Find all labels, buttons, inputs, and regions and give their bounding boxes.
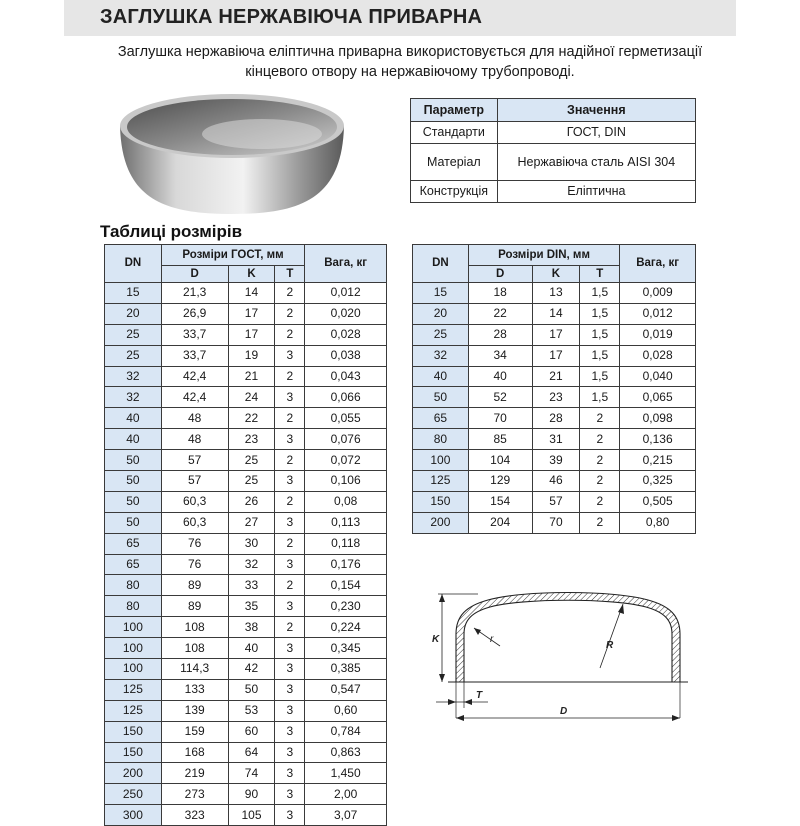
gost-t-cell: 3 — [275, 429, 305, 450]
page-title: ЗАГЛУШКА НЕРЖАВІЮЧА ПРИВАРНА — [100, 6, 483, 28]
gost-d-cell: 42,4 — [161, 387, 228, 408]
param-value: Еліптична — [497, 181, 695, 203]
gost-d-cell: 219 — [161, 763, 228, 784]
gost-d-cell: 21,3 — [161, 283, 228, 304]
gost-d-cell: 133 — [161, 679, 228, 700]
gost-dn-cell: 25 — [105, 345, 162, 366]
table-row — [105, 554, 387, 575]
gost-weight-cell: 0,154 — [305, 575, 387, 596]
gost-k-cell: 64 — [228, 742, 275, 763]
table-row — [413, 283, 696, 304]
gost-t-cell: 3 — [275, 512, 305, 533]
gost-dn-cell: 250 — [105, 784, 162, 805]
table-row — [105, 575, 387, 596]
gost-d-cell: 76 — [161, 554, 228, 575]
table-row — [105, 471, 387, 492]
gost-t-cell: 2 — [275, 617, 305, 638]
gost-dn-cell: 40 — [105, 408, 162, 429]
param-value: ГОСТ, DIN — [497, 122, 695, 144]
gost-header-k: K — [228, 266, 275, 283]
gost-t-cell: 3 — [275, 659, 305, 680]
table-row — [105, 408, 387, 429]
gost-weight-cell: 0,106 — [305, 471, 387, 492]
gost-d-cell: 89 — [161, 596, 228, 617]
gost-header-group: Розміри ГОСТ, мм — [161, 245, 304, 266]
din-weight-cell: 0,028 — [620, 345, 696, 366]
param-header-value: Значення — [497, 99, 695, 122]
din-k-cell: 57 — [532, 491, 580, 512]
gost-k-cell: 32 — [228, 554, 275, 575]
table-row — [413, 345, 696, 366]
gost-k-cell: 21 — [228, 366, 275, 387]
gost-t-cell: 2 — [275, 324, 305, 345]
din-header-group: Розміри DIN, мм — [468, 245, 619, 266]
din-dn-cell: 32 — [413, 345, 469, 366]
gost-dn-cell: 65 — [105, 554, 162, 575]
din-dn-cell: 65 — [413, 408, 469, 429]
gost-dn-cell: 100 — [105, 617, 162, 638]
table-row — [105, 596, 387, 617]
gost-k-cell: 24 — [228, 387, 275, 408]
gost-d-cell: 57 — [161, 450, 228, 471]
table-row — [105, 366, 387, 387]
gost-k-cell: 14 — [228, 283, 275, 304]
table-row — [105, 763, 387, 784]
din-header-weight: Вага, кг — [620, 245, 696, 283]
din-header-d: D — [468, 266, 532, 283]
gost-t-cell: 2 — [275, 533, 305, 554]
table-row — [105, 721, 387, 742]
din-k-cell: 70 — [532, 512, 580, 533]
gost-k-cell: 27 — [228, 512, 275, 533]
gost-dn-cell: 125 — [105, 700, 162, 721]
din-weight-cell: 0,80 — [620, 512, 696, 533]
product-photo — [112, 88, 352, 218]
din-k-cell: 14 — [532, 303, 580, 324]
gost-d-cell: 139 — [161, 700, 228, 721]
gost-k-cell: 25 — [228, 450, 275, 471]
gost-weight-cell: 0,547 — [305, 679, 387, 700]
gost-dn-cell: 200 — [105, 763, 162, 784]
gost-dn-cell: 100 — [105, 659, 162, 680]
din-t-cell: 2 — [580, 429, 620, 450]
din-d-cell: 204 — [468, 512, 532, 533]
table-row — [105, 387, 387, 408]
din-d-cell: 34 — [468, 345, 532, 366]
din-dn-cell: 100 — [413, 450, 469, 471]
gost-weight-cell: 0,784 — [305, 721, 387, 742]
gost-k-cell: 23 — [228, 429, 275, 450]
din-k-cell: 17 — [532, 345, 580, 366]
din-t-cell: 2 — [580, 512, 620, 533]
table-row — [413, 491, 696, 512]
label-r-small: r — [490, 634, 494, 645]
din-t-cell: 2 — [580, 491, 620, 512]
din-header-k: K — [532, 266, 580, 283]
gost-d-cell: 273 — [161, 784, 228, 805]
gost-k-cell: 60 — [228, 721, 275, 742]
din-dn-cell: 15 — [413, 283, 469, 304]
gost-weight-cell: 0,224 — [305, 617, 387, 638]
parameters-table — [410, 98, 696, 203]
gost-dn-cell: 32 — [105, 387, 162, 408]
din-weight-cell: 0,009 — [620, 283, 696, 304]
param-name: Стандарти — [411, 122, 498, 144]
gost-d-cell: 26,9 — [161, 303, 228, 324]
gost-d-cell: 60,3 — [161, 491, 228, 512]
product-description: Заглушка нержавіюча еліптична приварна використовується для надійної герметизації кінцевого отвору на нержавіючому трубопроводі. — [117, 44, 703, 80]
param-header-name: Параметр — [411, 99, 498, 122]
gost-t-cell: 3 — [275, 471, 305, 492]
gost-dn-cell: 125 — [105, 679, 162, 700]
table-row — [413, 429, 696, 450]
din-header-dn: DN — [413, 245, 469, 283]
gost-header-dn: DN — [105, 245, 162, 283]
table-row — [413, 450, 696, 471]
gost-k-cell: 25 — [228, 471, 275, 492]
gost-d-cell: 108 — [161, 617, 228, 638]
din-dn-cell: 50 — [413, 387, 469, 408]
gost-k-cell: 105 — [228, 805, 275, 826]
gost-dn-cell: 65 — [105, 533, 162, 554]
din-k-cell: 31 — [532, 429, 580, 450]
gost-k-cell: 17 — [228, 303, 275, 324]
gost-d-cell: 33,7 — [161, 345, 228, 366]
gost-t-cell: 3 — [275, 554, 305, 575]
din-weight-cell: 0,019 — [620, 324, 696, 345]
gost-dn-cell: 50 — [105, 512, 162, 533]
gost-weight-cell: 0,863 — [305, 742, 387, 763]
din-d-cell: 22 — [468, 303, 532, 324]
label-r-big: R — [606, 640, 614, 651]
din-t-cell: 1,5 — [580, 324, 620, 345]
table-row — [413, 366, 696, 387]
gost-weight-cell: 0,043 — [305, 366, 387, 387]
din-header-t: T — [580, 266, 620, 283]
table-row — [105, 700, 387, 721]
gost-weight-cell: 0,038 — [305, 345, 387, 366]
table-row — [105, 659, 387, 680]
table-row — [105, 283, 387, 304]
din-dn-cell: 20 — [413, 303, 469, 324]
din-t-cell: 1,5 — [580, 283, 620, 304]
gost-k-cell: 33 — [228, 575, 275, 596]
gost-t-cell: 3 — [275, 596, 305, 617]
din-k-cell: 17 — [532, 324, 580, 345]
gost-d-cell: 89 — [161, 575, 228, 596]
table-row — [411, 181, 696, 203]
label-d: D — [560, 706, 568, 717]
din-table-body — [413, 283, 696, 534]
gost-d-cell: 108 — [161, 638, 228, 659]
gost-k-cell: 53 — [228, 700, 275, 721]
gost-k-cell: 40 — [228, 638, 275, 659]
gost-dn-cell: 50 — [105, 491, 162, 512]
gost-table-body — [105, 283, 387, 826]
gost-weight-cell: 0,345 — [305, 638, 387, 659]
din-k-cell: 39 — [532, 450, 580, 471]
gost-d-cell: 48 — [161, 429, 228, 450]
gost-k-cell: 35 — [228, 596, 275, 617]
gost-d-cell: 57 — [161, 471, 228, 492]
din-t-cell: 2 — [580, 450, 620, 471]
gost-weight-cell: 0,60 — [305, 700, 387, 721]
gost-t-cell: 2 — [275, 575, 305, 596]
gost-weight-cell: 0,385 — [305, 659, 387, 680]
din-k-cell: 13 — [532, 283, 580, 304]
gost-weight-cell: 0,012 — [305, 283, 387, 304]
din-t-cell: 1,5 — [580, 387, 620, 408]
din-weight-cell: 0,040 — [620, 366, 696, 387]
table-row — [411, 122, 696, 144]
gost-t-cell: 3 — [275, 679, 305, 700]
gost-weight-cell: 3,07 — [305, 805, 387, 826]
gost-k-cell: 50 — [228, 679, 275, 700]
gost-d-cell: 60,3 — [161, 512, 228, 533]
gost-weight-cell: 2,00 — [305, 784, 387, 805]
din-dn-cell: 150 — [413, 491, 469, 512]
gost-weight-cell: 0,08 — [305, 491, 387, 512]
table-row — [105, 303, 387, 324]
label-t: T — [476, 690, 483, 701]
gost-weight-cell: 0,028 — [305, 324, 387, 345]
table-row — [413, 408, 696, 429]
din-dn-cell: 80 — [413, 429, 469, 450]
gost-k-cell: 17 — [228, 324, 275, 345]
din-t-cell: 2 — [580, 408, 620, 429]
gost-k-cell: 26 — [228, 491, 275, 512]
table-row — [413, 387, 696, 408]
gost-d-cell: 168 — [161, 742, 228, 763]
din-k-cell: 23 — [532, 387, 580, 408]
table-row — [105, 533, 387, 554]
gost-t-cell: 3 — [275, 700, 305, 721]
param-name: Матеріал — [411, 144, 498, 181]
din-weight-cell: 0,325 — [620, 471, 696, 492]
gost-weight-cell: 0,176 — [305, 554, 387, 575]
table-row — [105, 679, 387, 700]
gost-t-cell: 3 — [275, 638, 305, 659]
param-name: Конструкція — [411, 181, 498, 203]
din-dn-cell: 125 — [413, 471, 469, 492]
din-dn-cell: 200 — [413, 512, 469, 533]
gost-k-cell: 38 — [228, 617, 275, 638]
label-k: K — [432, 634, 440, 645]
gost-weight-cell: 1,450 — [305, 763, 387, 784]
gost-weight-cell: 0,118 — [305, 533, 387, 554]
gost-t-cell: 2 — [275, 283, 305, 304]
din-t-cell: 1,5 — [580, 366, 620, 387]
table-row — [105, 491, 387, 512]
gost-d-cell: 323 — [161, 805, 228, 826]
din-d-cell: 154 — [468, 491, 532, 512]
gost-weight-cell: 0,020 — [305, 303, 387, 324]
din-k-cell: 46 — [532, 471, 580, 492]
param-value: Нержавіюча сталь AISI 304 — [497, 144, 695, 181]
din-t-cell: 2 — [580, 471, 620, 492]
din-d-cell: 28 — [468, 324, 532, 345]
din-k-cell: 21 — [532, 366, 580, 387]
gost-dn-cell: 150 — [105, 742, 162, 763]
din-d-cell: 85 — [468, 429, 532, 450]
gost-dn-cell: 20 — [105, 303, 162, 324]
gost-t-cell: 3 — [275, 763, 305, 784]
gost-d-cell: 33,7 — [161, 324, 228, 345]
gost-t-cell: 3 — [275, 784, 305, 805]
gost-k-cell: 90 — [228, 784, 275, 805]
gost-d-cell: 114,3 — [161, 659, 228, 680]
table-row — [105, 429, 387, 450]
din-d-cell: 104 — [468, 450, 532, 471]
gost-dn-cell: 80 — [105, 596, 162, 617]
din-weight-cell: 0,065 — [620, 387, 696, 408]
gost-d-cell: 76 — [161, 533, 228, 554]
table-row — [105, 742, 387, 763]
gost-dn-cell: 50 — [105, 450, 162, 471]
table-row — [413, 512, 696, 533]
gost-k-cell: 74 — [228, 763, 275, 784]
gost-t-cell: 2 — [275, 366, 305, 387]
din-d-cell: 129 — [468, 471, 532, 492]
gost-t-cell: 2 — [275, 450, 305, 471]
table-row — [105, 345, 387, 366]
gost-weight-cell: 0,076 — [305, 429, 387, 450]
gost-weight-cell: 0,113 — [305, 512, 387, 533]
table-row — [105, 784, 387, 805]
table-row — [105, 324, 387, 345]
gost-dn-cell: 40 — [105, 429, 162, 450]
gost-t-cell: 3 — [275, 721, 305, 742]
gost-k-cell: 42 — [228, 659, 275, 680]
gost-t-cell: 3 — [275, 805, 305, 826]
gost-weight-cell: 0,230 — [305, 596, 387, 617]
din-dn-cell: 25 — [413, 324, 469, 345]
gost-header-t: T — [275, 266, 305, 283]
table-row — [413, 303, 696, 324]
table-row — [105, 512, 387, 533]
table-row — [105, 638, 387, 659]
sizes-title: Таблиці розмірів — [100, 222, 243, 241]
din-weight-cell: 0,136 — [620, 429, 696, 450]
din-d-cell: 52 — [468, 387, 532, 408]
table-row — [411, 144, 696, 181]
table-row — [105, 805, 387, 826]
gost-dn-cell: 150 — [105, 721, 162, 742]
din-dn-cell: 40 — [413, 366, 469, 387]
gost-t-cell: 2 — [275, 408, 305, 429]
gost-d-cell: 159 — [161, 721, 228, 742]
din-size-table — [412, 244, 696, 534]
gost-t-cell: 3 — [275, 742, 305, 763]
gost-weight-cell: 0,072 — [305, 450, 387, 471]
gost-dn-cell: 80 — [105, 575, 162, 596]
din-d-cell: 40 — [468, 366, 532, 387]
table-row — [105, 450, 387, 471]
din-d-cell: 18 — [468, 283, 532, 304]
din-weight-cell: 0,012 — [620, 303, 696, 324]
table-row — [413, 471, 696, 492]
gost-header-d: D — [161, 266, 228, 283]
gost-weight-cell: 0,055 — [305, 408, 387, 429]
gost-k-cell: 19 — [228, 345, 275, 366]
gost-k-cell: 22 — [228, 408, 275, 429]
din-t-cell: 1,5 — [580, 303, 620, 324]
gost-dn-cell: 300 — [105, 805, 162, 826]
gost-dn-cell: 15 — [105, 283, 162, 304]
gost-dn-cell: 25 — [105, 324, 162, 345]
table-row — [413, 324, 696, 345]
din-weight-cell: 0,098 — [620, 408, 696, 429]
gost-weight-cell: 0,066 — [305, 387, 387, 408]
din-t-cell: 1,5 — [580, 345, 620, 366]
din-k-cell: 28 — [532, 408, 580, 429]
din-weight-cell: 0,215 — [620, 450, 696, 471]
din-weight-cell: 0,505 — [620, 491, 696, 512]
gost-d-cell: 42,4 — [161, 366, 228, 387]
gost-d-cell: 48 — [161, 408, 228, 429]
gost-header-weight: Вага, кг — [305, 245, 387, 283]
gost-k-cell: 30 — [228, 533, 275, 554]
gost-t-cell: 3 — [275, 387, 305, 408]
gost-t-cell: 2 — [275, 303, 305, 324]
gost-dn-cell: 50 — [105, 471, 162, 492]
gost-size-table — [104, 244, 387, 826]
gost-t-cell: 3 — [275, 345, 305, 366]
cap-technical-drawing — [418, 570, 700, 736]
table-row — [105, 617, 387, 638]
gost-t-cell: 2 — [275, 491, 305, 512]
gost-dn-cell: 100 — [105, 638, 162, 659]
din-d-cell: 70 — [468, 408, 532, 429]
gost-dn-cell: 32 — [105, 366, 162, 387]
